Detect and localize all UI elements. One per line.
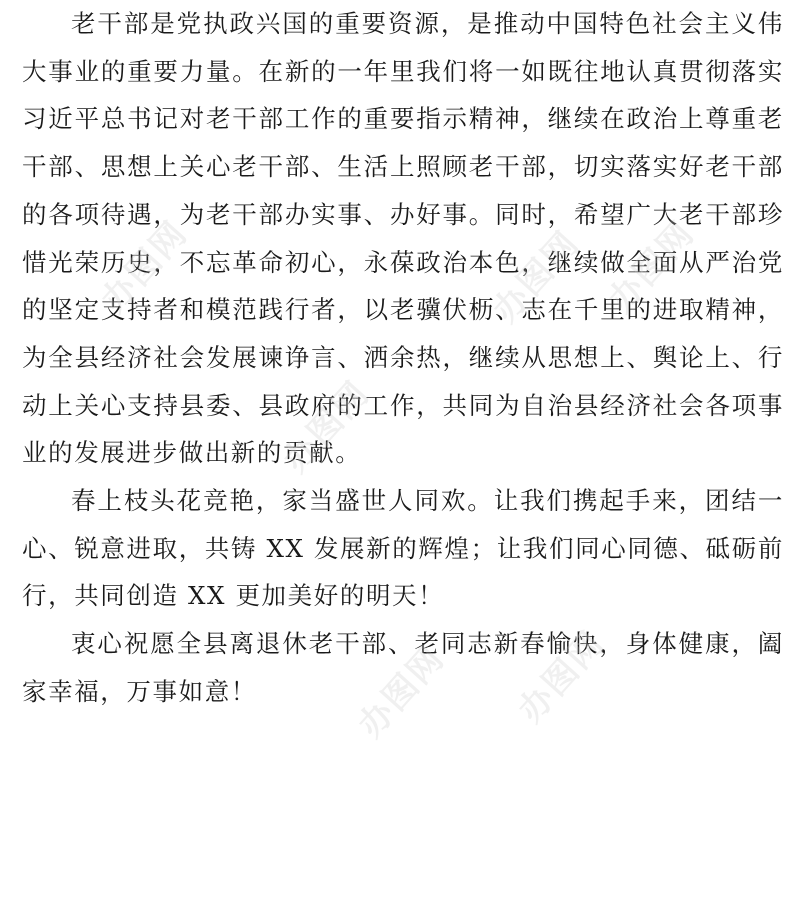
watermark-logo: 办图网: [350, 638, 453, 746]
watermark-logo: 办图网: [600, 213, 703, 321]
watermark-logo: 办图网: [485, 223, 588, 331]
watermark-logo: 办图网: [93, 213, 196, 321]
paragraph-3: 衷心祝愿全县离退休老干部、老同志新春愉快，身体健康，阖家幸福，万事如意！: [22, 629, 784, 706]
document-body: [22, 0, 784, 716]
paragraph-1: 老干部是党执政兴国的重要资源，是推动中国特色社会主义伟大事业的重要力量。在新的一年里我们将一如既往地认真贯彻落实习近平总书记对老干部工作的重要指示精神，继续在政治上尊重老干部、思想上关心老干部、生活上照顾老干部，切实落实好老干部的各项待遇，为老干部办实事、办好事。同时，希望广大老干部珍惜光荣历史，不忘革命初心，永葆政治本色，继续做全面从严治党的坚定支持者和模范践行者，以老骥伏枥、志在千里的进取精神，为全县经济社会发展谏诤言、洒余热，继续从思想上、舆论上、行动上关心支持县委、县政府的工作，共同为自治县经济社会各项事业的发展进步做出新的贡献。: [22, 9, 784, 468]
watermark-logo: 办图网: [275, 373, 378, 481]
paragraph-2: 春上枝头花竞艳，家当盛世人同欢。让我们携起手来，团结一心、锐意进取，共铸 XX 发展新的辉煌；让我们同心同德、砥砺前行，共同创造 XX 更加美好的明天！: [22, 486, 784, 611]
watermark-logo: 办图网: [510, 623, 613, 731]
